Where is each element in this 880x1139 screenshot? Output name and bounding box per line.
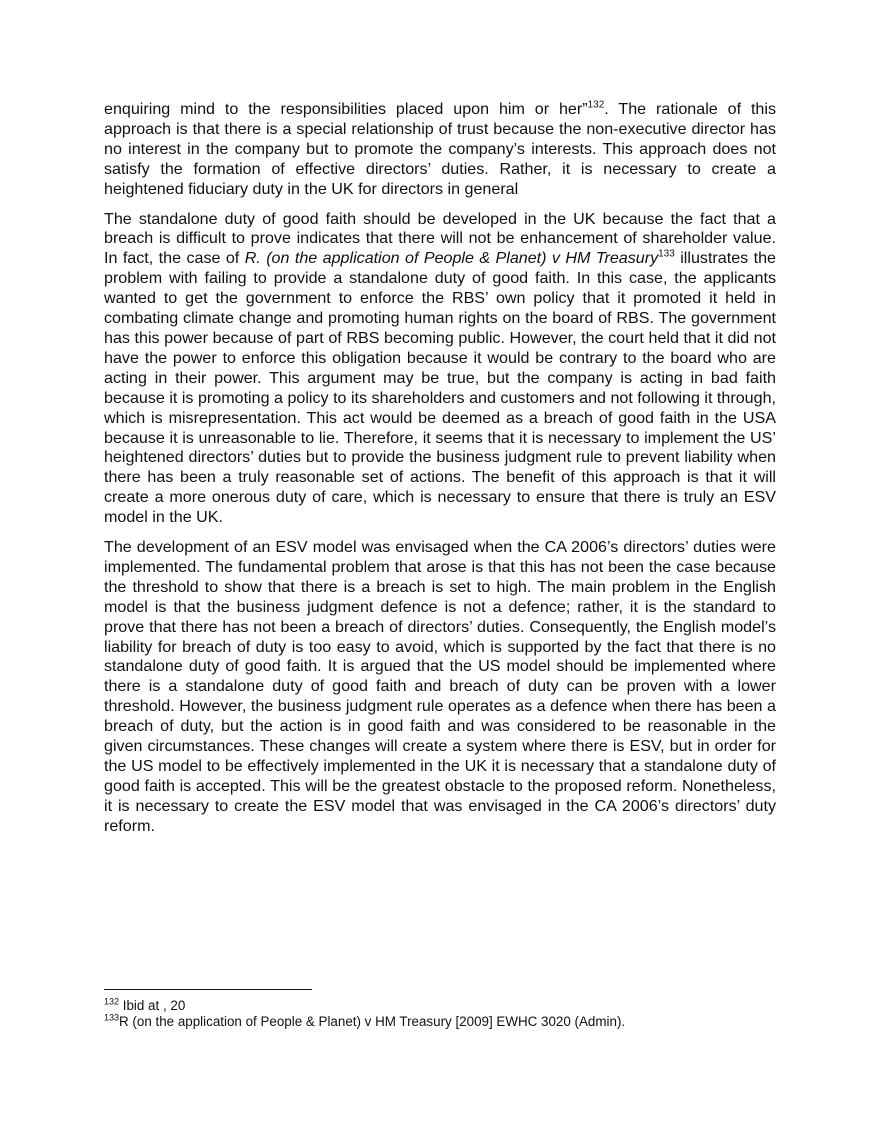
footnote-text: R (on the application of People & Planet) v HM Treasury [2009] EWHC 3020 (Admin).: [119, 1014, 626, 1029]
case-citation: R. (on the application of People & Planet) v HM Treasury: [244, 249, 659, 268]
paragraph-3: [104, 538, 776, 837]
footnotes-section: [104, 989, 776, 1030]
footnote-text: Ibid at , 20: [119, 998, 186, 1013]
paragraph-2-text-a: The standalone duty of good faith should be developed in the UK because the fact that a breach is difficult to prove indicates that there will not be enhancement of shareholder value. In fact, the case of: [104, 209, 776, 268]
paragraph-2: [104, 210, 776, 529]
paragraph-1-text-a: enquiring mind to the responsibilities placed upon him or her”: [104, 100, 588, 118]
footnote-133: [104, 1014, 776, 1030]
footnote-number: 132: [104, 996, 120, 1007]
footnote-number: 133: [104, 1012, 120, 1023]
paragraph-1-text-b: . The rationale of this approach is that there is a special relationship of trust because the non-executive director has no interest in the company but to promote the company’s interests. This approach does not satisfy the formation of effective directors’ duties. Rather, it is necessary to create a heightened fiduciary duty in the UK for directors in general: [104, 100, 776, 198]
paragraph-3-text: The development of an ESV model was envisaged when the CA 2006’s directors’ duties were implemented. The fundamental problem that arose is that this has not been the case because the threshold to show that there is a breach is set to high. The main problem in the English model is that the business judgment defence is not a defence; rather, it is the standard to prove that there has not been a breach of directors’ duties. Consequently, the English model’s liability for breach of duty is too easy to avoid, which is supported by the fact that there is no standalone duty of good faith. It is argued that the US model should be implemented where there is a standalone duty of good faith and breach of duty can be proven with a lower threshold. However, the business judgment rule operates as a defence when there has been a breach of duty, but the action is in good faith and was considered to be reasonable in the given circumstances. These changes will create a system where there is ESV, but in order for the US model to be effectively implemented in the UK it is necessary that a standalone duty of good faith is accepted. This will be the greatest obstacle to the proposed reform. Nonetheless, it is necessary to create the ESV model that was envisaged in the CA 2006’s directors’ duty reform.: [104, 538, 776, 835]
footnote-separator: [104, 989, 312, 990]
document-body: [104, 100, 776, 847]
footnote-132: [104, 998, 776, 1014]
paragraph-1: [104, 100, 776, 200]
footnote-ref-133[interactable]: 133: [658, 248, 675, 260]
footnote-ref-132[interactable]: 132: [587, 99, 605, 111]
paragraph-2-text-b: illustrates the problem with failing to provide a standalone duty of good faith. In this case, the applicants wanted to get the government to enforce the RBS’ own policy that it promoted it held in combating climate change and promoting human rights on the board of RBS. The government has this power because of part of RBS becoming public. However, the court held that it did not have the power to enforce this obligation because it would be contrary to the board who are acting in their power. This argument may be true, but the company is acting in bad faith because it is promoting a policy to its shareholders and customers and not following it through, which is misrepresentation. This act would be deemed as a breach of good faith in the USA because it is unreasonable to lie. Therefore, it seems that it is necessary to implement the US’ heightened directors’ duties but to provide the business judgment rule to prevent liability when there has been a truly reasonable set of actions. The benefit of this approach is that it will create a more onerous duty of care, which is necessary to ensure that there is truly an ESV model in the UK.: [104, 249, 776, 527]
